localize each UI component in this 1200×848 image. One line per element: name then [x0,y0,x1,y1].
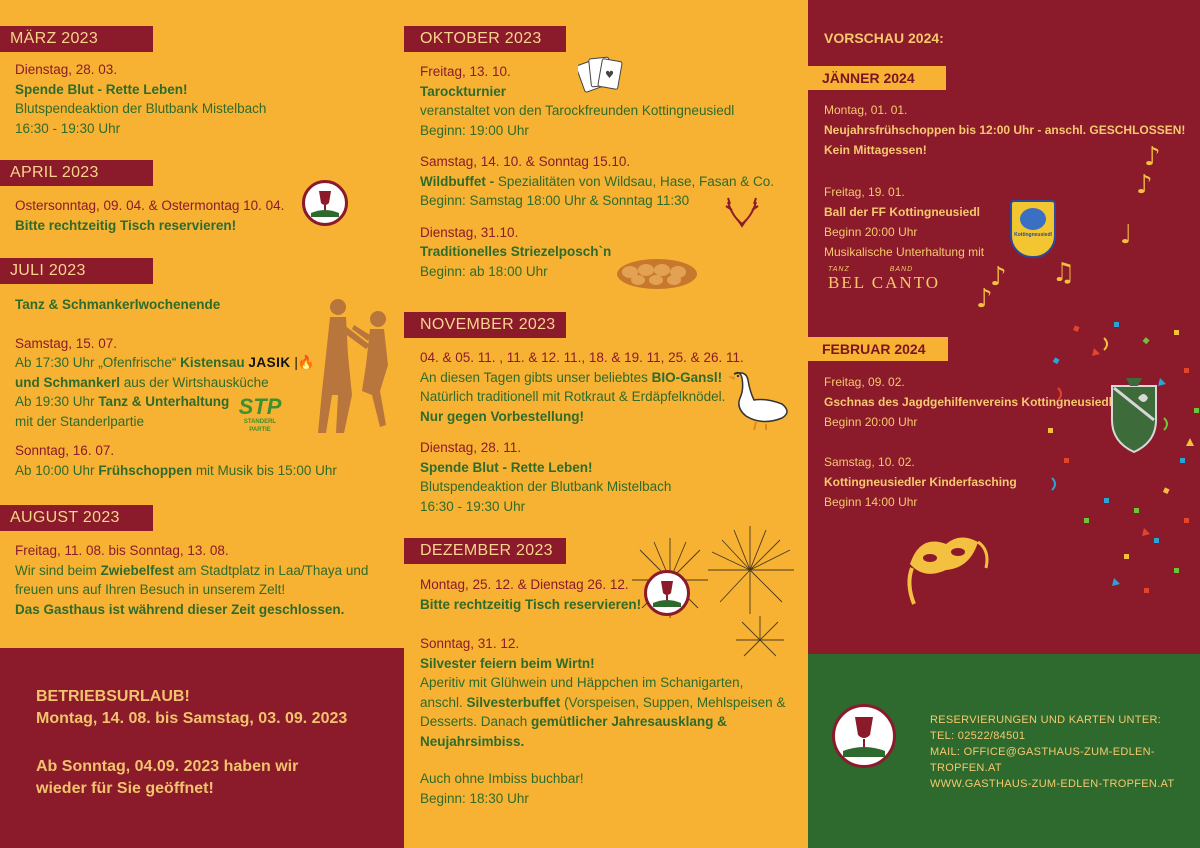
event-dezember [420,575,805,808]
striezel-bread-icon [616,252,698,292]
contact-box [808,654,1200,848]
text-bold: Silvesterbuffet [466,694,561,710]
header-februar: FEBRUAR 2024 [808,337,948,361]
event-title: Traditionelles Striezelposch`n [420,244,612,259]
antlers-icon [722,194,762,228]
text: am Stadtplatz in Laa/Thaya und [174,562,369,578]
music-note-icon: ♩ [1120,220,1133,250]
music-note-icon: ♪ [990,262,1007,292]
contact-website[interactable]: WWW.GASTHAUS-ZUM-EDLEN-TROPFEN.AT [930,778,1175,790]
text-bold: Neujahrsimbiss. [420,733,525,749]
vacation-box [0,648,404,848]
band-name: BEL CANTO [828,273,940,292]
music-note-icon: ♪ [1144,142,1161,172]
event-date: Montag, 01. 01. [824,103,908,117]
event-desc: Blutspendeaktion der Blutbank Mistelbach [15,101,267,116]
event-date: Sonntag, 31. 12. [420,636,520,651]
event-time: Beginn: Samstag 18:00 Uhr & Sonntag 11:30 [420,193,690,208]
event-date: Samstag, 15. 07. [15,335,118,351]
contact-heading: RESERVIERUNGEN UND KARTEN UNTER: [930,714,1162,726]
event-time: Beginn: 19:00 Uhr [420,122,529,138]
event-title: Tanz & Schmankerlwochenende [15,297,221,312]
event-title: Wildbuffet - [420,173,498,189]
wine-glass-logo [302,180,348,226]
event-date: Freitag, 09. 02. [824,375,905,389]
text: mit Musik bis 15:00 Uhr [192,462,337,478]
header-august: AUGUST 2023 [0,505,153,531]
contact-phone[interactable]: TEL: 02522/84501 [930,730,1026,742]
confetti-icon [1044,318,1200,618]
svg-text:♥: ♥ [605,70,614,81]
badge-text: Kottingneusiedl [1014,232,1052,238]
flame-icon: 🔥 [297,355,315,370]
text: Aperitiv mit Glühwein und Häppchen im Schanigarten, [420,675,744,690]
event-desc: Blutspendeaktion der Blutbank Mistelbach [420,479,672,494]
text-bold: Tanz & Unterhaltung [98,394,230,409]
text: mit der Standerlpartie [15,413,145,429]
event-date: Dienstag, 28. 11. [420,440,522,455]
header-oktober: OKTOBER 2023 [404,26,566,52]
hunting-club-crest-icon [1108,376,1160,454]
event-title: Ball der FF Kottingneusiedl [824,205,981,219]
reopen-text-2: wieder für Sie geöffnet! [36,780,214,797]
event-music: Musikalische Unterhaltung mit [824,245,985,259]
event-date: Dienstag, 28. 03. [15,62,118,77]
stp-logo-sub: STANDERL PARTIE [243,419,277,433]
event-title: Bitte rechtzeitig Tisch reservieren! [420,596,642,612]
event-time: 16:30 - 19:30 Uhr [15,120,121,136]
text-bold: gemütlicher Jahresausklang & [531,714,727,729]
event-time: Beginn: ab 18:00 Uhr [420,263,548,279]
text-bold: BIO-Gansl! [651,369,723,385]
text: Desserts. Danach [420,714,532,729]
music-note-icon: ♪ [976,284,993,314]
contact-email[interactable]: MAIL: OFFICE@GASTHAUS-ZUM-EDLEN-TROPFEN.AT [930,746,1155,774]
event-august [15,541,400,619]
belcanto-logo [828,266,948,293]
column-left [0,0,404,848]
event-oktober [420,62,805,281]
text: aus der Wirtshausküche [120,374,269,390]
event-time: Beginn: 18:30 Uhr [420,790,529,806]
contact-text [930,712,1200,792]
band-band: BAND [889,266,914,273]
vacation-dates: Montag, 14. 08. bis Samstag, 03. 09. 2023 [36,710,348,727]
text-bold: Frühschoppen [98,462,193,478]
event-date: Samstag, 14. 10. & Sonntag 15.10. [420,154,631,169]
fire-brigade-badge-icon [1010,200,1056,258]
text: Ab 10:00 Uhr [15,462,99,478]
text: anschl. [420,694,467,710]
event-date: Samstag, 10. 02. [824,455,915,469]
event-title: Bitte rechtzeitig Tisch reservieren! [15,217,237,233]
event-date: Dienstag, 31.10. [420,224,519,240]
text-bold: und Schmankerl [15,374,121,390]
event-date: Montag, 25. 12. & Dienstag 26. 12. [420,577,629,592]
vacation-title: BETRIEBSURLAUB! [36,688,190,705]
stp-logo-text: STP [238,394,282,419]
text: Natürlich traditionell mit Rotkraut & Erdäpfelknödel. [420,389,726,404]
wine-glass-logo [832,704,896,768]
text-bold: Kistensau [180,355,245,370]
event-title: Gschnas des Jagdgehilfenvereins Kottingneusiedl [824,395,1113,409]
event-date: Freitag, 13. 10. [420,64,511,79]
header-april: APRIL 2023 [0,160,153,186]
preview-title: VORSCHAU 2024: [824,30,944,46]
jasik-logo: JASIK [248,355,291,370]
event-date: Sonntag, 16. 07. [15,443,115,458]
event-title-2: Kein Mittagessen! [824,143,927,157]
event-maerz [15,60,395,138]
event-title: Spende Blut - Rette Leben! [420,459,593,475]
event-juli: Tanz & Schmankerlwochenende Samstag, 15. 07. Ab 17:30 Uhr „Ofenfrische“ Kistensau JASIK |🔥 und Schmankerl aus der Wirtshausküche Ab 19:30 Uhr Tanz & Unterhaltung mit der Standerlpartie Sonntag, 16. 07. Ab 10:00 Uhr Frühschoppen mit Musik bis 15:00 Uhr [15,295,395,480]
header-dezember: DEZEMBER 2023 [404,538,566,564]
event-time: Beginn 20:00 Uhr [824,225,918,239]
text: An diesen Tagen gibts unser beliebtes [420,369,652,385]
event-title: Silvester feiern beim Wirtn! [420,655,595,671]
header-juli: JULI 2023 [0,258,153,284]
event-date: Freitag, 11. 08. bis Sonntag, 13. 08. [15,543,229,558]
music-note-icon: ♫ [1052,258,1076,288]
event-date: Freitag, 19. 01. [824,185,905,199]
text-bold: Nur gegen Vorbestellung! [420,408,585,424]
text: Ab 19:30 Uhr [15,394,99,409]
event-date: 04. & 05. 11. , 11. & 12. 11., 18. & 19. 11, 25. & 26. 11. [420,350,744,365]
event-time: Beginn 20:00 Uhr [824,415,918,429]
event-date: Ostersonntag, 09. 04. & Ostermontag 10. 04. [15,198,285,213]
event-title: Kottingneusiedler Kinderfasching [824,475,1017,489]
event-time: Beginn 14:00 Uhr [824,495,918,509]
header-jaenner: JÄNNER 2024 [808,66,946,90]
music-note-icon: ♪ [1136,170,1153,200]
dancing-couple-icon [297,295,400,435]
column-middle [404,0,808,848]
text-bold: Das Gasthaus ist während dieser Zeit geschlossen. [15,601,345,617]
wine-glass-logo [644,570,690,616]
band-tanz: TANZ [828,266,850,273]
event-april [15,196,315,235]
carnival-mask-icon [900,524,996,608]
event-time: 16:30 - 19:30 Uhr [420,498,526,514]
header-november: NOVEMBER 2023 [404,312,566,338]
header-maerz: MÄRZ 2023 [0,26,153,52]
text: Wir sind beim [15,562,101,578]
event-title: Tarockturnier [420,83,507,99]
reopen-text: Ab Sonntag, 04.09. 2023 haben wir [36,758,299,775]
text: Ab 17:30 Uhr „Ofenfrische“ [15,355,181,370]
event-desc: Spezialitäten von Wildsau, Hase, Fasan & Co. [497,173,774,189]
standerlpartie-logo [238,396,282,434]
text-bold: Zwiebelfest [100,562,175,578]
event-title: Neujahrsfrühschoppen bis 12:00 Uhr - anschl. GESCHLOSSEN! [824,123,1186,137]
event-title: Spende Blut - Rette Leben! [15,81,188,97]
text: Auch ohne Imbiss buchbar! [420,771,584,786]
text: (Vorspeisen, Suppen, Mehlspeisen & [560,694,786,710]
event-desc: veranstaltet von den Tarockfreunden Kottingneusiedl [420,103,735,118]
goose-icon [726,368,792,432]
text: freuen uns auf Ihren Besuch in unserem Zelt! [15,582,286,597]
